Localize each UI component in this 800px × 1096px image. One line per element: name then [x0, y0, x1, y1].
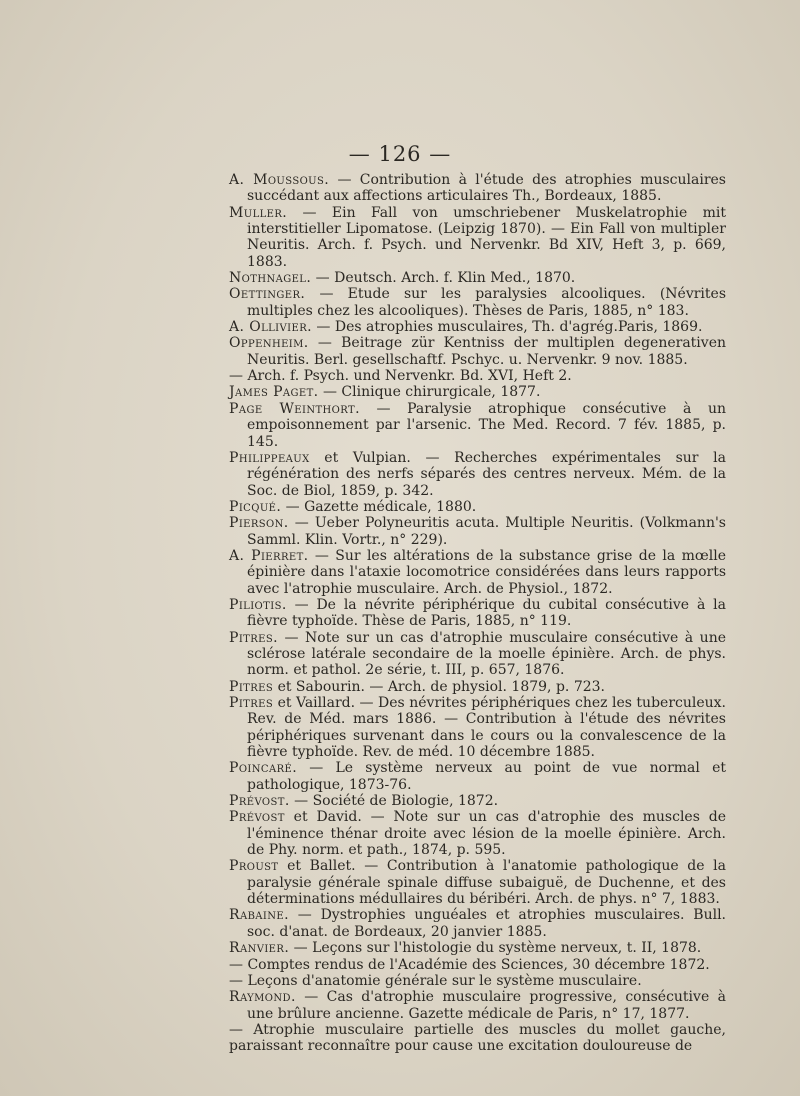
entry-text: — Dystrophies unguéales et atrophies musculaires. Bull. soc. d'anat. de Bordeaux, 20 janvier 1885. — [247, 907, 726, 940]
entry-text: — De la névrite périphérique du cubital consécutive à la fièvre typhoïde. Thèse de Paris, 1885, n° 119. — [247, 596, 726, 630]
bibliography-entry — [229, 270, 726, 286]
author-name: Pitres. — [229, 629, 278, 646]
author-name: A. Moussous. — [229, 172, 330, 188]
author-name: A. Ollivier. — [229, 319, 312, 336]
author-name: Philippeaux — [229, 449, 310, 466]
entry-text: — Cas d'atrophie musculaire progressive, consécutive à une brûlure ancienne. Gazette médicale de Paris, n° 17, 1877. — [247, 989, 726, 1022]
author-name: Pitres — [229, 678, 274, 695]
author-name: Muller. — [229, 204, 288, 221]
author-name: Poincaré. — [229, 760, 298, 777]
bibliography-entry — [229, 973, 726, 989]
author-name: Proust — [229, 858, 279, 875]
bibliography-entry — [229, 515, 726, 548]
entry-text: — Etude sur les paralysies alcooliques. (Névrites multiples chez les alcooliques). Thèses de Paris, 1885, n° 183. — [247, 286, 726, 319]
bibliography-entry — [229, 679, 726, 695]
bibliography-entry — [229, 760, 726, 793]
entry-text: — Comptes rendus de l'Académie des Sciences, 30 décembre 1872. — [229, 956, 710, 973]
entry-text: — Gazette médicale, 1880. — [281, 498, 477, 515]
author-name: Picqué. — [229, 498, 282, 515]
bibliography-entry — [229, 858, 726, 907]
author-name: Pitres — [229, 695, 274, 711]
entry-text: — Note sur un cas d'atrophie musculaire consécutive à une sclérose latérale secondaire de la moelle épinière. Arch. de phys. norm. et pathol. 2e série, t. III, p. 657, 1876. — [247, 629, 726, 679]
entry-text: — Arch. f. Psych. und Nervenkr. Bd. XVI, Heft 2. — [229, 368, 572, 385]
bibliography-entry — [229, 695, 726, 760]
entry-text: — Leçons sur l'histologie du système nerveux, t. II, 1878. — [289, 940, 702, 957]
entry-text: — Des atrophies musculaires, Th. d'agrég.Paris, 1869. — [311, 319, 703, 336]
bibliography-entry — [229, 368, 726, 384]
entry-text: — Atrophie musculaire partielle des muscles du mollet gauche, paraissant reconnaître pour cause une excitation douloureuse de — [229, 1021, 726, 1055]
entry-text: — Paralysie atrophique consécutive à un empoisonnement par l'arsenic. The Med. Record. 7 fév. 1885, p. 145. — [247, 400, 726, 450]
entry-text: — Leçons d'anatomie générale sur le système musculaire. — [229, 972, 642, 989]
bibliography-entry — [229, 1022, 726, 1055]
author-name: Ranvier. — [229, 940, 290, 957]
bibliography-entry — [229, 548, 726, 597]
bibliography-entry — [229, 907, 726, 940]
bibliography-entry — [229, 793, 726, 809]
bibliography-entry — [229, 319, 726, 335]
bibliography-entry — [229, 499, 726, 515]
bibliography-entry — [229, 940, 726, 956]
bibliography-entry — [229, 384, 726, 400]
author-name: Nothnagel. — [229, 270, 312, 287]
bibliography-entry — [229, 205, 726, 270]
author-name: Piliotis. — [229, 596, 287, 613]
entry-text: et Vulpian. — Recherches expérimentales sur la régénération des nerfs séparés des centres nerveux. Mém. de la Soc. de Biol, 1859, p. 342. — [247, 449, 726, 499]
bibliography-entry — [229, 286, 726, 319]
bibliography-entry — [229, 989, 726, 1022]
bibliography-entry — [229, 172, 726, 205]
author-name: Pierson. — [229, 515, 289, 532]
bibliography-entry — [229, 335, 726, 368]
author-name: Oppenheim. — [229, 335, 309, 352]
author-name: Prévost. — [229, 793, 290, 810]
entry-text: et Vaillard. — Des névrites périphériques chez les tuberculeux. Rev. de Méd. mars 1886. — Contribution à l'étude des névrites périphériques survenant dans le cours ou la convalescence de la fièvre typhoïde. Rev. de méd. 10 décembre 1885. — [247, 695, 726, 761]
bibliography-entry — [229, 401, 726, 450]
author-name: Rabaine. — [229, 907, 289, 924]
bibliography-entry — [229, 450, 726, 499]
entry-text: — Beitrage zür Kentniss der multiplen degenerativen Neuritis. Berl. gesellschaftf. Pschyc. u. Nervenkr. 9 nov. 1885. — [247, 335, 726, 368]
entry-text: — Le système nerveux au point de vue normal et pathologique, 1873-76. — [247, 760, 726, 793]
bibliography-list — [229, 172, 726, 1055]
entry-text: — Société de Biologie, 1872. — [289, 793, 499, 810]
author-name: Raymond. — [229, 989, 296, 1006]
entry-text: et David. — Note sur un cas d'atrophie des muscles de l'éminence thénar droite avec lésion de la moelle épinière. Arch. de Phy. norm. et path., 1874, p. 595. — [247, 809, 726, 859]
author-name: Oettinger. — [229, 286, 306, 303]
author-name: Page Weinthort. — [229, 400, 360, 417]
bibliography-entry — [229, 597, 726, 630]
bibliography-entry — [229, 630, 726, 679]
entry-text: — Sur les altérations de la substance grise de la mœlle épinière dans l'ataxie locomotrice considérées dans leurs rapports avec l'atrophie musculaire. Arch. de Physiol., 1872. — [247, 547, 726, 597]
author-name: James Paget. — [229, 384, 319, 401]
author-name: Prévost — [229, 809, 285, 826]
entry-text: — Deutsch. Arch. f. Klin Med., 1870. — [311, 270, 576, 287]
bibliography-entry — [229, 809, 726, 858]
entry-text: — Ueber Polyneuritis acuta. Multiple Neuritis. (Volkmann's Samml. Klin. Vortr., n° 229). — [247, 515, 726, 548]
entry-text: — Clinique chirurgicale, 1877. — [318, 384, 541, 401]
entry-text: et Sabourin. — Arch. de physiol. 1879, p. 723. — [273, 678, 605, 695]
page-number: — 126 — — [348, 142, 452, 166]
entry-text: et Ballet. — Contribution à l'anatomie pathologique de la paralysie générale spinale diffuse subaiguë, de Duchenne, et des déterminations médullaires du béribéri. Arch. de phys. n° 7, 1883. — [247, 858, 726, 908]
entry-text: — Contribution à l'étude des atrophies musculaires succédant aux affections articulaires Th., Bordeaux, 1885. — [247, 172, 726, 205]
entry-text: — Ein Fall von umschriebener Muskelatrophie mit interstitieller Lipomatose. (Leipzig 1870). — Ein Fall von multipler Neuritis. Arch. f. Psych. und Nervenkr. Bd XIV, Heft 3, p. 669, 1883. — [247, 204, 726, 270]
bibliography-entry — [229, 957, 726, 973]
author-name: A. Pierret. — [229, 547, 309, 564]
